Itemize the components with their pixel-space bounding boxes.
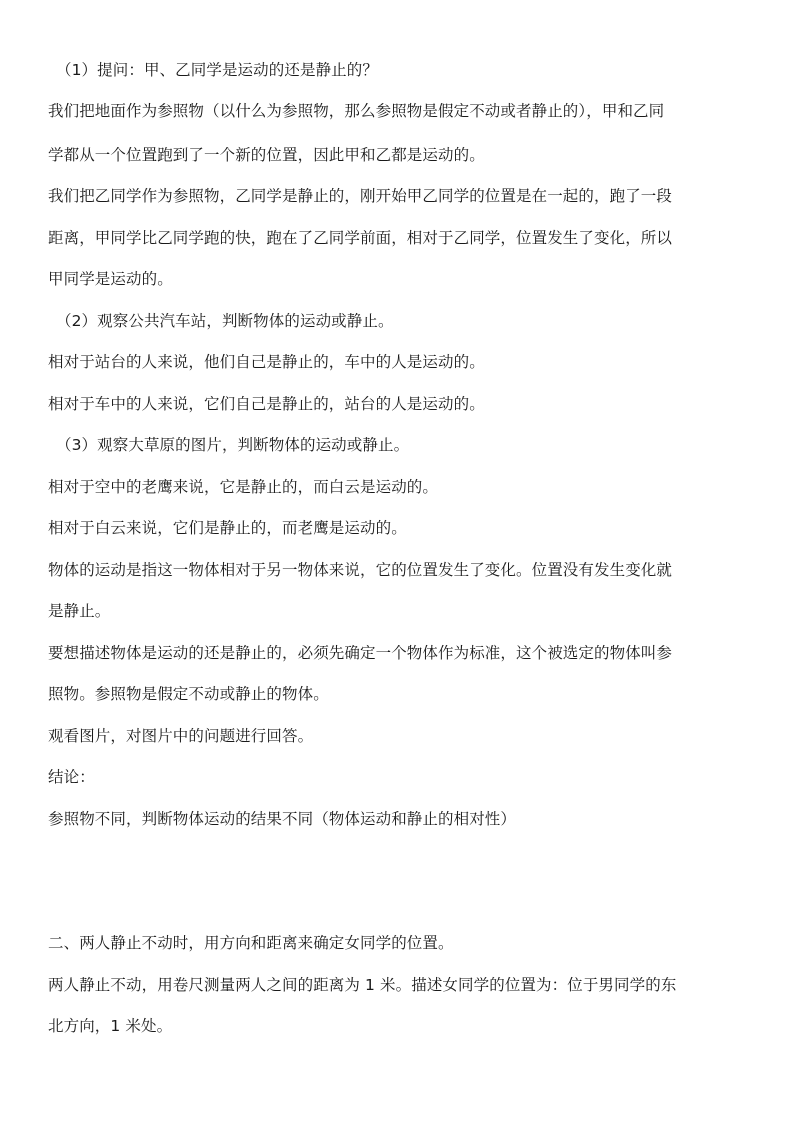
paragraph-line: 是静止。 — [48, 602, 111, 620]
paragraph-line: 相对于空中的老鹰来说，它是静止的，而白云是运动的。 — [48, 478, 439, 496]
paragraph-line: 物体的运动是指这一物体相对于另一物体来说，它的位置发生了变化。位置没有发生变化就 — [48, 561, 673, 579]
section-2-heading: 二、两人静止不动时，用方向和距离来确定女同学的位置。 — [48, 934, 454, 952]
paragraph-line: 相对于站台的人来说，他们自己是静止的，车中的人是运动的。 — [48, 353, 485, 371]
question-1-heading: （1）提问：甲、乙同学是运动的还是静止的？ — [56, 61, 378, 79]
paragraph-line: 两人静止不动，用卷尺测量两人之间的距离为 1 米。描述女同学的位置为：位于男同学的东 — [48, 976, 677, 994]
paragraph-line: 相对于车中的人来说，它们自己是静止的，站台的人是运动的。 — [48, 395, 485, 413]
conclusion-text: 参照物不同，判断物体运动的结果不同（物体运动和静止的相对性） — [48, 810, 517, 828]
paragraph-line: 我们把乙同学作为参照物，乙同学是静止的，刚开始甲乙同学的位置是在一起的，跑了一段 — [48, 187, 673, 205]
paragraph-line: 观看图片，对图片中的问题进行回答。 — [48, 727, 314, 745]
question-3-heading: （3）观察大草原的图片，判断物体的运动或静止。 — [56, 436, 410, 454]
question-2-heading: （2）观察公共汽车站，判断物体的运动或静止。 — [56, 312, 394, 330]
paragraph-line: 学都从一个位置跑到了一个新的位置，因此甲和乙都是运动的。 — [48, 146, 485, 164]
paragraph-line: 要想描述物体是运动的还是静止的，必须先确定一个物体作为标准，这个被选定的物体叫参 — [48, 644, 673, 662]
paragraph-line: 甲同学是运动的。 — [48, 270, 173, 288]
paragraph-line: 北方向，1 米处。 — [48, 1017, 173, 1035]
paragraph-line: 照物。参照物是假定不动或静止的物体。 — [48, 685, 329, 703]
paragraph-line: 距离，甲同学比乙同学跑的快，跑在了乙同学前面，相对于乙同学，位置发生了变化，所以 — [48, 229, 673, 247]
paragraph-line: 我们把地面作为参照物（以什么为参照物，那么参照物是假定不动或者静止的），甲和乙同 — [48, 102, 665, 120]
paragraph-line: 相对于白云来说，它们是静止的，而老鹰是运动的。 — [48, 519, 407, 537]
conclusion-label: 结论： — [48, 768, 95, 786]
